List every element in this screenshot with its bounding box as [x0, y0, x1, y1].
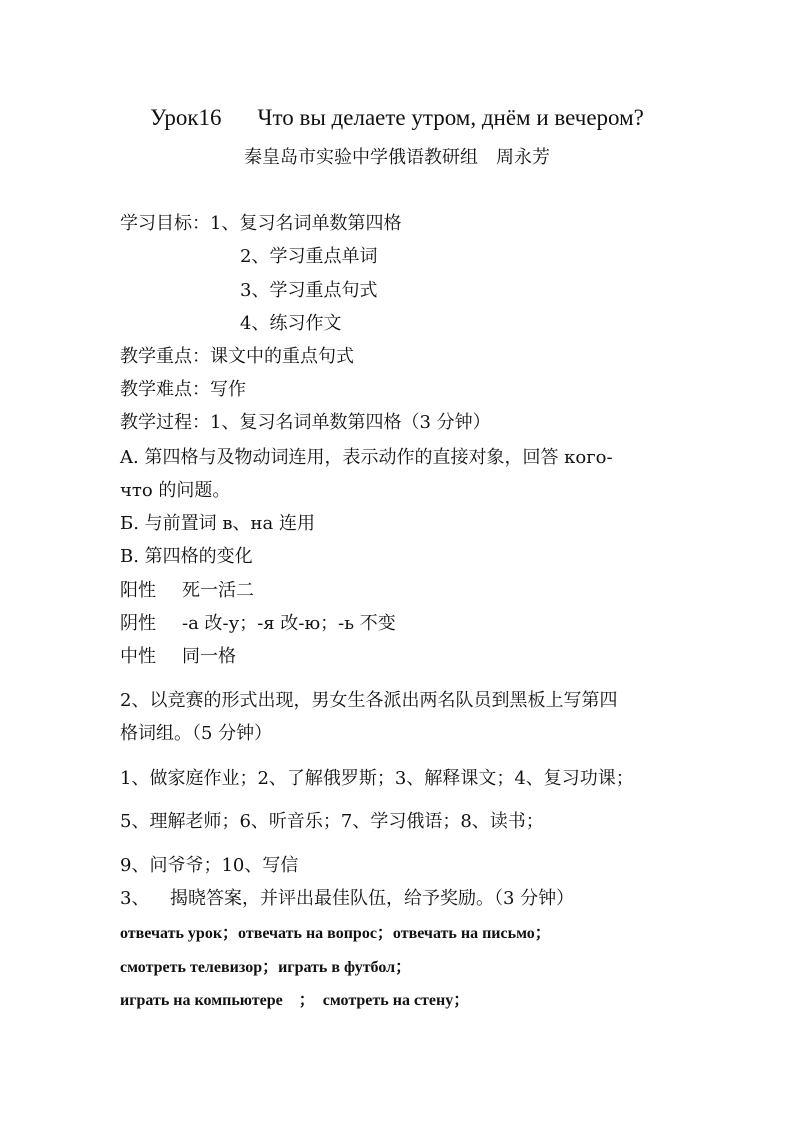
objectives-label: 学习目标： [120, 213, 210, 234]
objective-1 [120, 212, 401, 236]
phrase-list-1: 1、做家庭作业；2、了解俄罗斯；3、解释课文；4、复习功课； [120, 768, 634, 789]
step-3-number: 3、 [120, 888, 150, 909]
phrase-list-2: 5、理解老师；6、听音乐；7、学习俄语；8、读书； [120, 811, 544, 832]
objective-item: 1、复习名词单数第四格 [210, 213, 402, 234]
phrase-list-3: 9、问爷爷；10、写信 [120, 855, 299, 876]
step-2-line-1: 2、以竞赛的形式出现，男女生各派出两名队员到黑板上写第四 [120, 690, 618, 711]
lesson-number: Урок16 [150, 105, 222, 130]
author-name: 周永芳 [496, 147, 550, 168]
answer-line-2: смотреть телевизор；играть в футбол； [120, 959, 412, 976]
step-3 [120, 887, 574, 911]
masculine-rule: 死一活二 [182, 580, 254, 601]
difficult-point: 教学难点：写作 [120, 379, 246, 400]
answer-line-3: играть на компьютере ； смотреть на стену； [120, 992, 470, 1009]
step-2-line-2: 格词组。（5 分钟） [120, 723, 273, 744]
process-heading: 教学过程：1、复习名词单数第四格（3 分钟） [120, 412, 491, 433]
objective-4: 4、练习作文 [240, 313, 342, 334]
feminine-row [120, 612, 396, 636]
school-name: 秦皇岛市实验中学俄语教研组 [244, 147, 478, 168]
section-a-line-1: A. 第四格与及物动词连用，表示动作的直接对象，回答 кого- [120, 447, 613, 468]
feminine-label: 阴性 [120, 613, 156, 634]
neuter-rule: 同一格 [182, 646, 236, 667]
lesson-title [0, 103, 794, 133]
key-point: 教学重点：课文中的重点句式 [120, 346, 354, 367]
step-3-text: 揭晓答案，并评出最佳队伍，给予奖励。（3 分钟） [170, 888, 575, 909]
section-v: В. 第四格的变化 [120, 546, 253, 567]
section-a-line-2: что 的问题。 [120, 480, 231, 501]
objective-3: 3、学习重点句式 [240, 280, 378, 301]
section-b: Б. 与前置词 в、на 连用 [120, 513, 315, 534]
neuter-row [120, 645, 236, 669]
neuter-label: 中性 [120, 646, 156, 667]
masculine-row [120, 579, 254, 603]
masculine-label: 阳性 [120, 580, 156, 601]
objective-2: 2、学习重点单词 [240, 246, 378, 267]
feminine-rule: -а 改-у；-я 改-ю；-ь 不变 [182, 613, 396, 634]
answer-line-1: отвечать урок；отвечать на вопрос；отвечать на письмо； [120, 925, 551, 942]
lesson-question: Что вы делаете утром, днём и вечером? [257, 105, 644, 130]
author-line [0, 146, 794, 170]
